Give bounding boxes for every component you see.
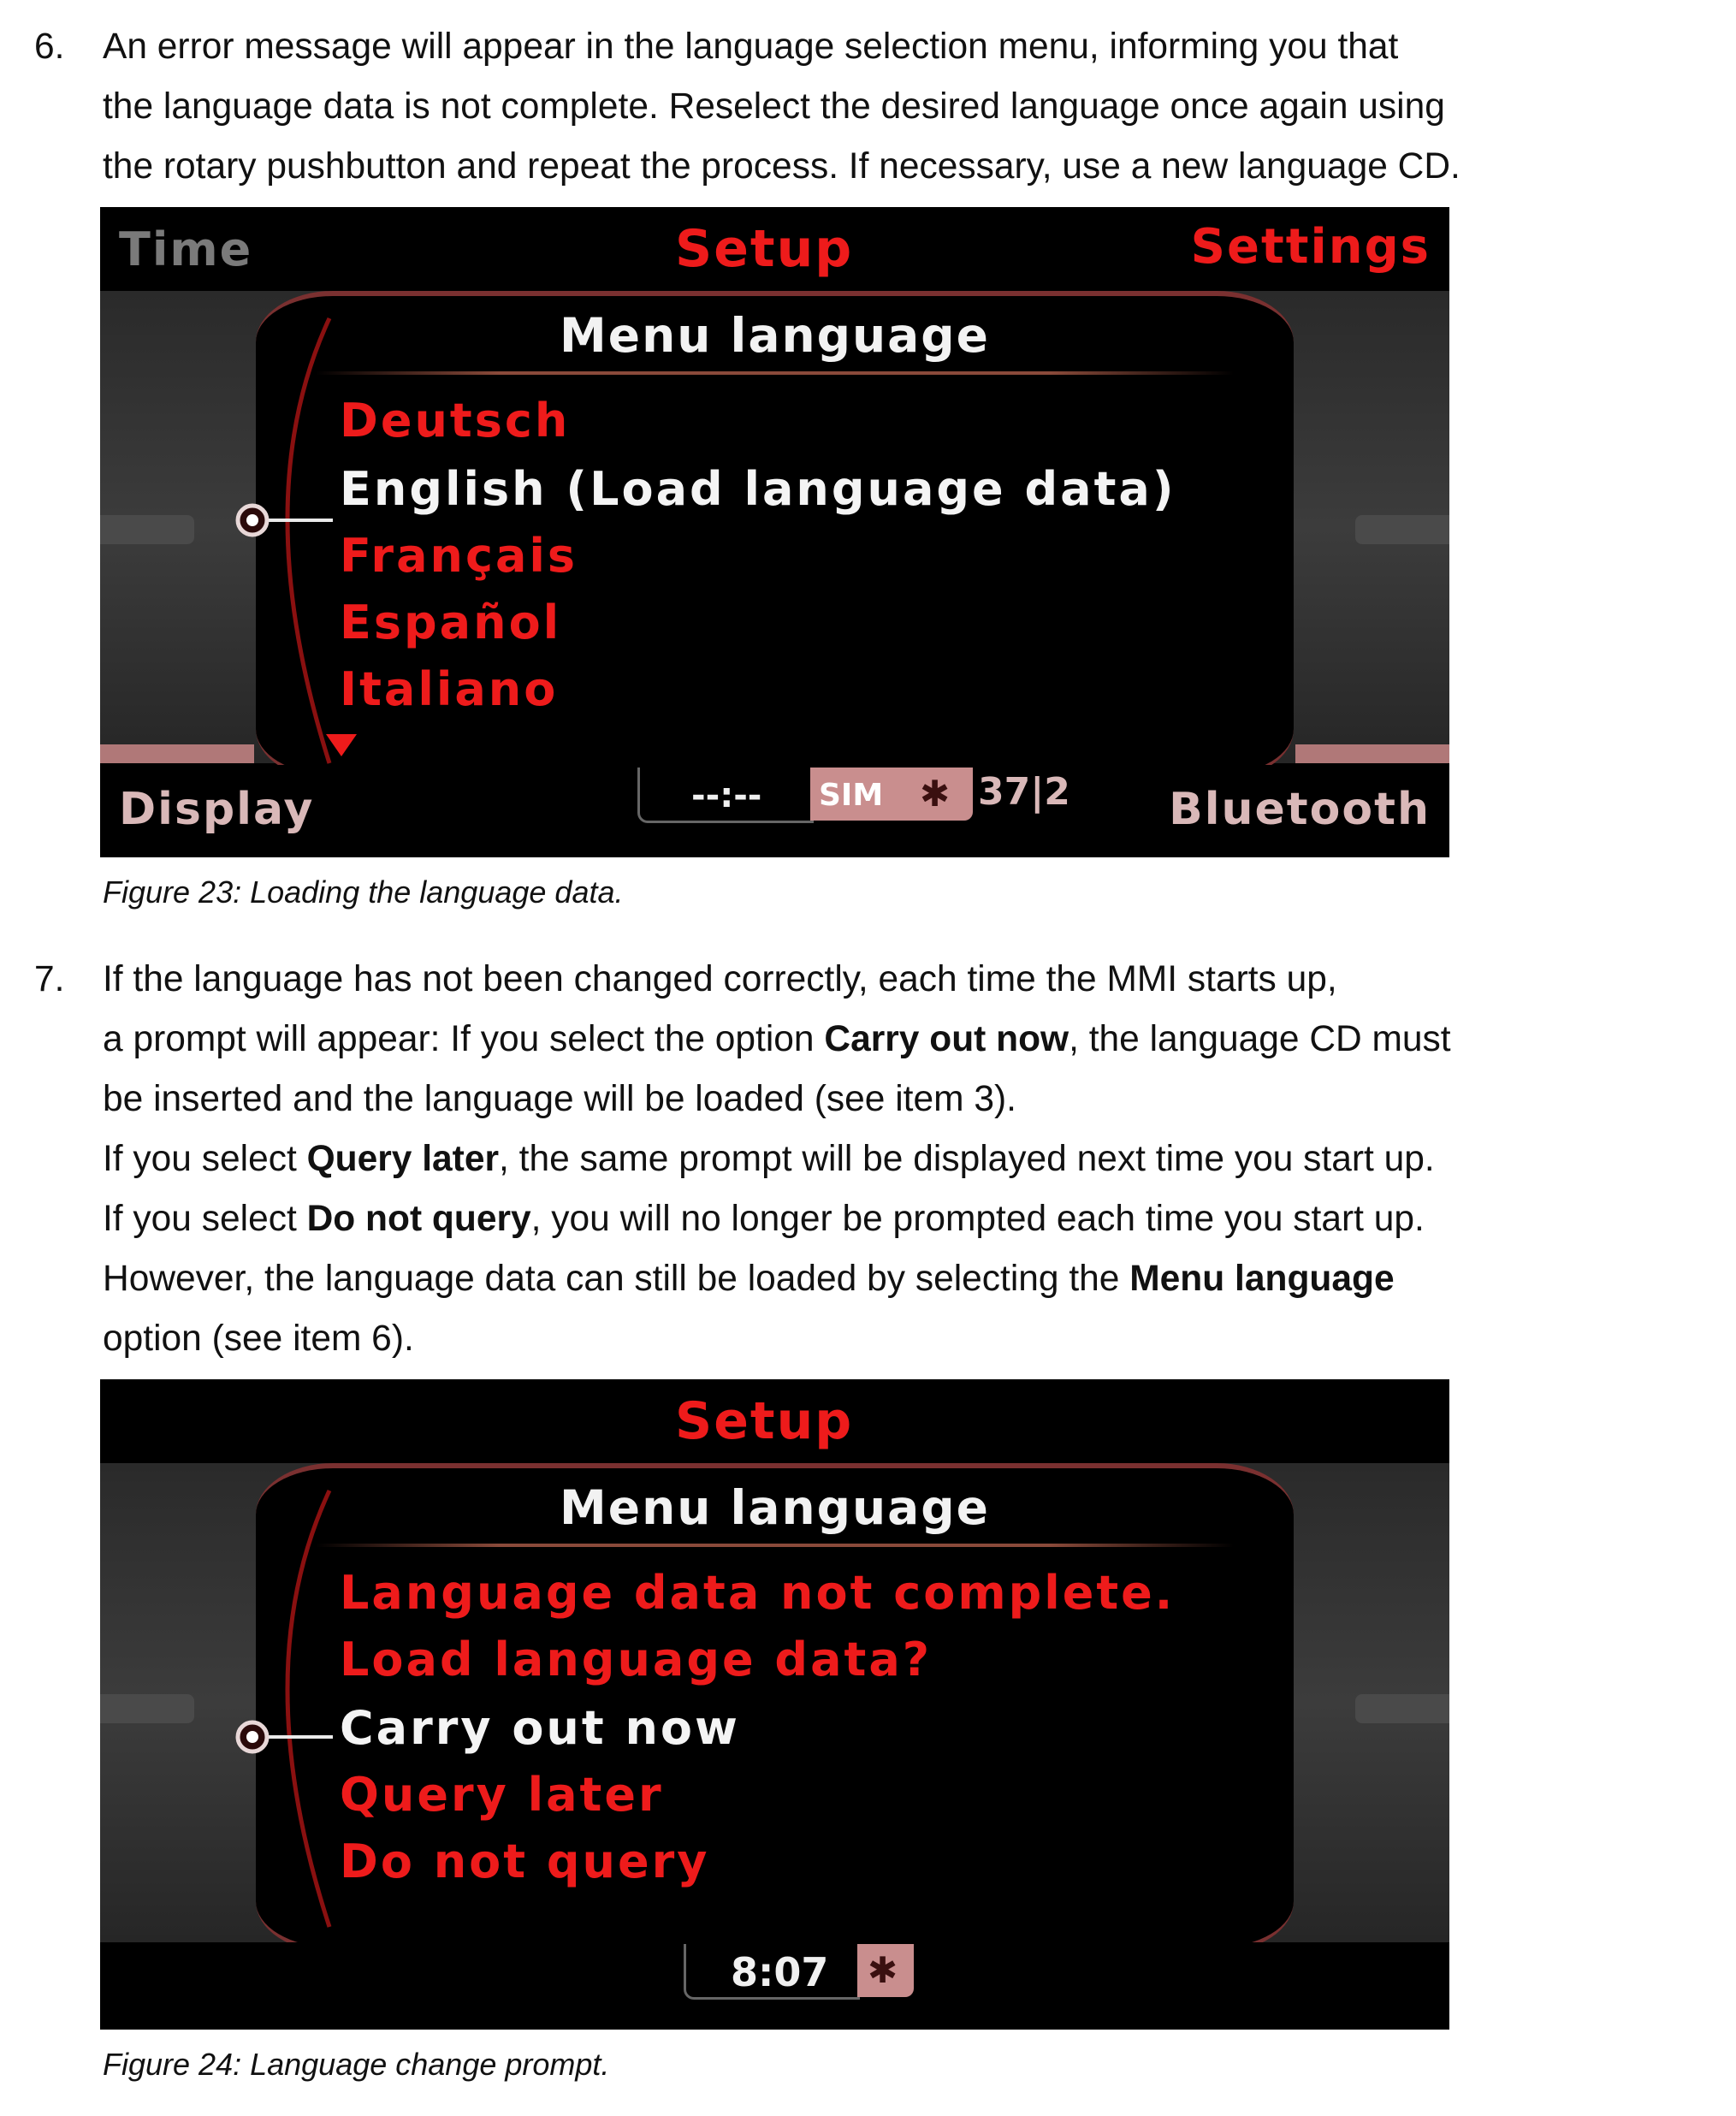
bezel-right-notch	[1355, 1694, 1449, 1723]
step-7-line-2-c: , the language CD must	[1069, 1019, 1451, 1059]
bluetooth-icon: ✱	[868, 1950, 898, 1990]
step-7-line-2	[103, 1010, 1451, 1070]
status-signal: 37|2	[978, 770, 1070, 814]
step-6-text	[103, 17, 1460, 197]
option-do-not-query-item[interactable]: Do not query	[340, 1834, 710, 1888]
top-right-settings[interactable]: Settings	[1190, 219, 1431, 275]
prompt-message-line-1: Language data not complete.	[340, 1566, 1176, 1620]
top-center-setup[interactable]: Setup	[675, 1391, 854, 1451]
bezel-right-notch	[1355, 515, 1449, 544]
step-7-line-5-a: If you select	[103, 1199, 307, 1239]
option-carry-out-now-item[interactable]: Carry out now	[340, 1701, 740, 1755]
option-query-later: Query later	[306, 1139, 500, 1179]
option-do-not-query: Do not query	[306, 1199, 531, 1239]
step-6-line-2: the language data is not complete. Reselect the desired language once again using	[103, 86, 1445, 127]
bottom-left-display[interactable]: Display	[119, 784, 315, 835]
figure-23-caption: Figure 23: Loading the language data.	[103, 874, 624, 910]
bezel-left-notch	[100, 515, 194, 544]
step-7-line-6-a: However, the language data can still be loaded by selecting the	[103, 1259, 1130, 1299]
menu-title-divider	[316, 1544, 1234, 1547]
status-time: --:--	[691, 776, 762, 815]
prompt-message-line-2: Load language data?	[340, 1633, 933, 1686]
step-6-line-3: the rotary pushbutton and repeat the process. If necessary, use a new language CD.	[103, 146, 1460, 187]
scroll-down-arrow-icon	[324, 732, 358, 758]
option-query-later-item[interactable]: Query later	[340, 1768, 664, 1822]
step-7-number: 7.	[34, 959, 65, 999]
top-bar	[100, 207, 1449, 293]
status-sim-block	[810, 768, 973, 821]
top-center-setup[interactable]: Setup	[675, 219, 854, 279]
step-7-line-7: option (see item 6).	[103, 1319, 414, 1359]
figure-23-screen	[100, 207, 1449, 857]
figure-24-screen	[100, 1379, 1449, 2030]
status-bar	[637, 768, 814, 823]
step-7-line-3: be inserted and the language will be loaded (see item 3).	[103, 1079, 1016, 1119]
step-7-line-5-c: , you will no longer be prompted each time you start up.	[530, 1199, 1425, 1239]
menu-title-divider	[316, 371, 1234, 375]
status-bar	[684, 1944, 860, 2000]
menu-title: Menu language	[560, 1480, 990, 1535]
step-7-line-5	[103, 1189, 1451, 1249]
option-menu-language: Menu language	[1129, 1259, 1395, 1299]
status-time: 8:07	[731, 1949, 829, 1995]
step-7-line-4-a: If you select	[103, 1139, 307, 1179]
step-6-line-1: An error message will appear in the language selection menu, informing you that	[103, 27, 1399, 67]
bluetooth-icon: ✱	[920, 773, 951, 814]
step-7-line-2-a: a prompt will appear: If you select the option	[103, 1019, 825, 1059]
bezel-left-notch	[100, 1694, 194, 1723]
top-left-time[interactable]: Time	[119, 222, 253, 276]
option-carry-out-now: Carry out now	[824, 1019, 1069, 1059]
menu-title: Menu language	[560, 308, 990, 363]
bottom-right-bluetooth[interactable]: Bluetooth	[1169, 784, 1431, 835]
step-7-text	[103, 950, 1451, 1369]
figure-24-caption: Figure 24: Language change prompt.	[103, 2047, 610, 2082]
language-item-francais[interactable]: Français	[340, 529, 578, 583]
step-7-line-1: If the language has not been changed correctly, each time the MMI starts up,	[103, 959, 1337, 999]
status-sim-label: SIM	[819, 778, 884, 813]
step-7-line-4-c: , the same prompt will be displayed next time you start up.	[499, 1139, 1435, 1179]
step-7-line-4	[103, 1129, 1451, 1189]
step-6-number: 6.	[34, 27, 65, 67]
bezel-right-lower	[1295, 744, 1449, 763]
step-7-line-6	[103, 1249, 1451, 1309]
language-item-espanol[interactable]: Español	[340, 596, 562, 649]
top-bar	[100, 1379, 1449, 1465]
language-item-deutsch[interactable]: Deutsch	[340, 394, 571, 448]
language-item-italiano[interactable]: Italiano	[340, 662, 559, 716]
status-bluetooth-block	[857, 1944, 914, 1997]
language-item-english[interactable]: English (Load language data)	[340, 462, 1176, 516]
